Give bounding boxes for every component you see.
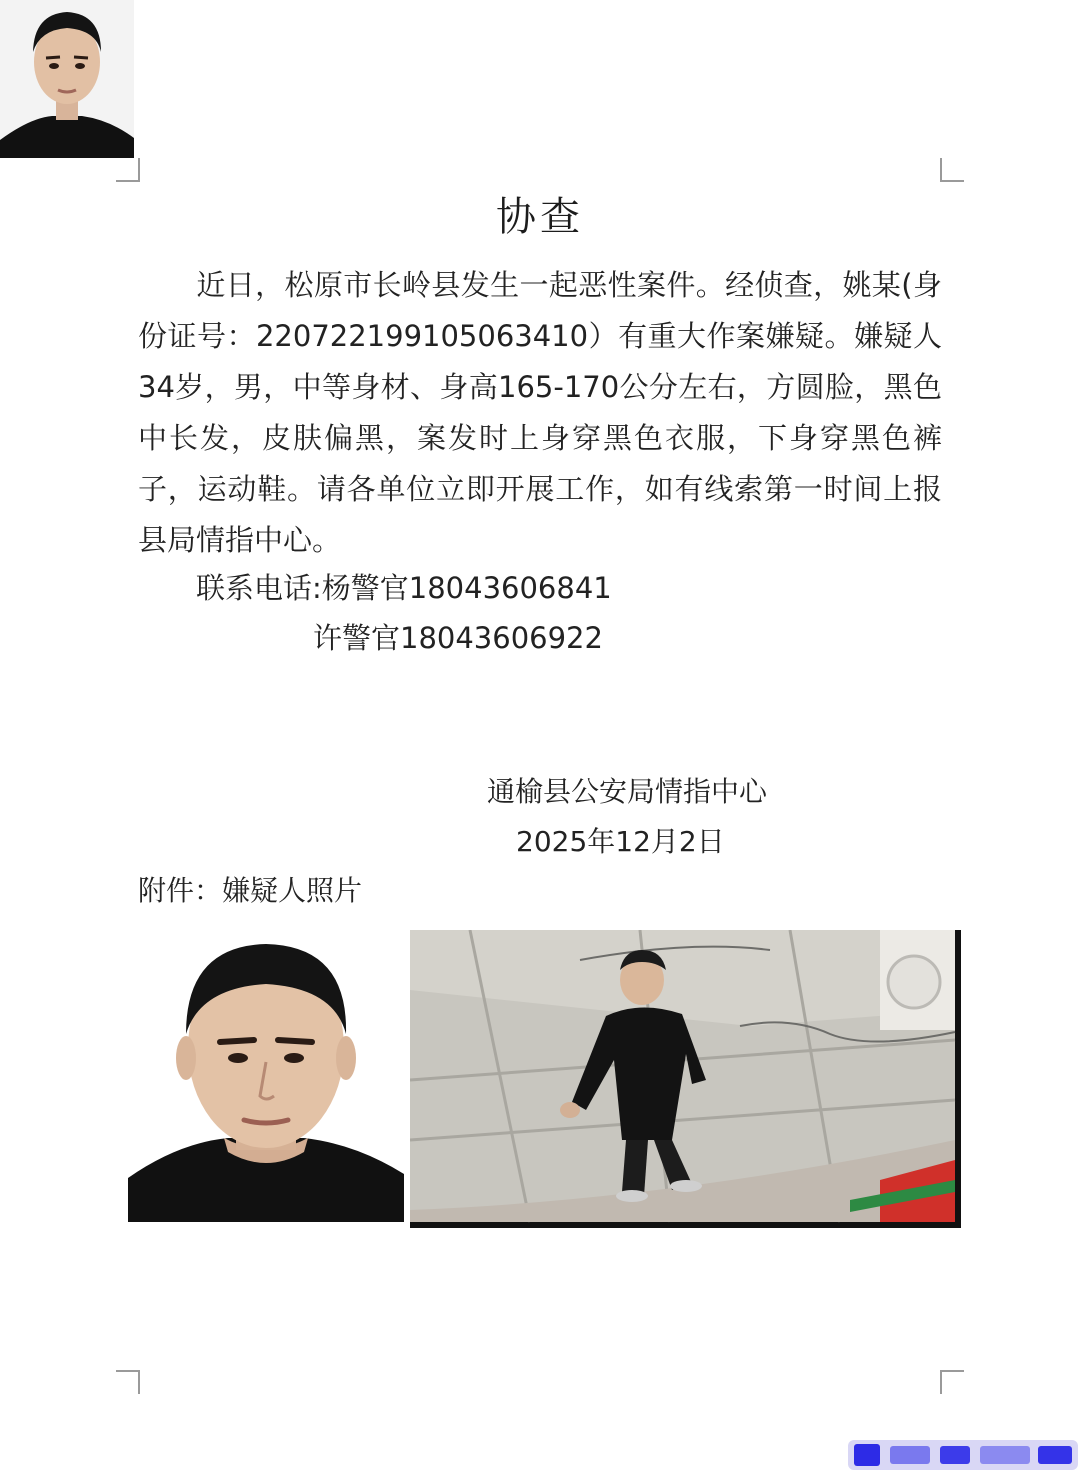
crop-mark-top-right	[940, 158, 964, 182]
notice-body-text: 近日，松原市长岭县发生一起恶性案件。经侦查，姚某(身份证号：220722199105063410）有重大作案嫌疑。嫌疑人34岁，男，中等身材、身高165-170公分左右，方圆脸，黑色中长发，皮肤偏黑，案发时上身穿黑色衣服，下身穿黑色裤子，运动鞋。请各单位立即开展工作，如有线索第一时间上报县局情指中心。	[138, 268, 942, 557]
notice-body	[138, 260, 942, 566]
attachment-label: 附件：嫌疑人照片	[138, 874, 363, 907]
thumbnail-portrait	[0, 0, 134, 158]
document-title: 协查	[496, 194, 584, 240]
crop-mark-top-left	[116, 158, 140, 182]
suspect-portrait	[128, 938, 404, 1222]
suspect-portrait-icon	[128, 938, 404, 1222]
suspect-portrait-icon	[0, 0, 134, 158]
crop-mark-bottom-left	[116, 1370, 140, 1394]
cctv-still	[410, 930, 961, 1228]
contact-line-2: 许警官18043606922	[313, 621, 603, 655]
issue-date: 2025年12月2日	[516, 825, 725, 858]
watermark-strip	[840, 1420, 1080, 1477]
issuer-name: 通榆县公安局情指中心	[487, 775, 768, 808]
crop-mark-bottom-right	[940, 1370, 964, 1394]
cctv-still-icon	[410, 930, 961, 1228]
contact-line-1: 联系电话:杨警官18043606841	[196, 571, 612, 605]
watermark-icon	[840, 1420, 1080, 1477]
